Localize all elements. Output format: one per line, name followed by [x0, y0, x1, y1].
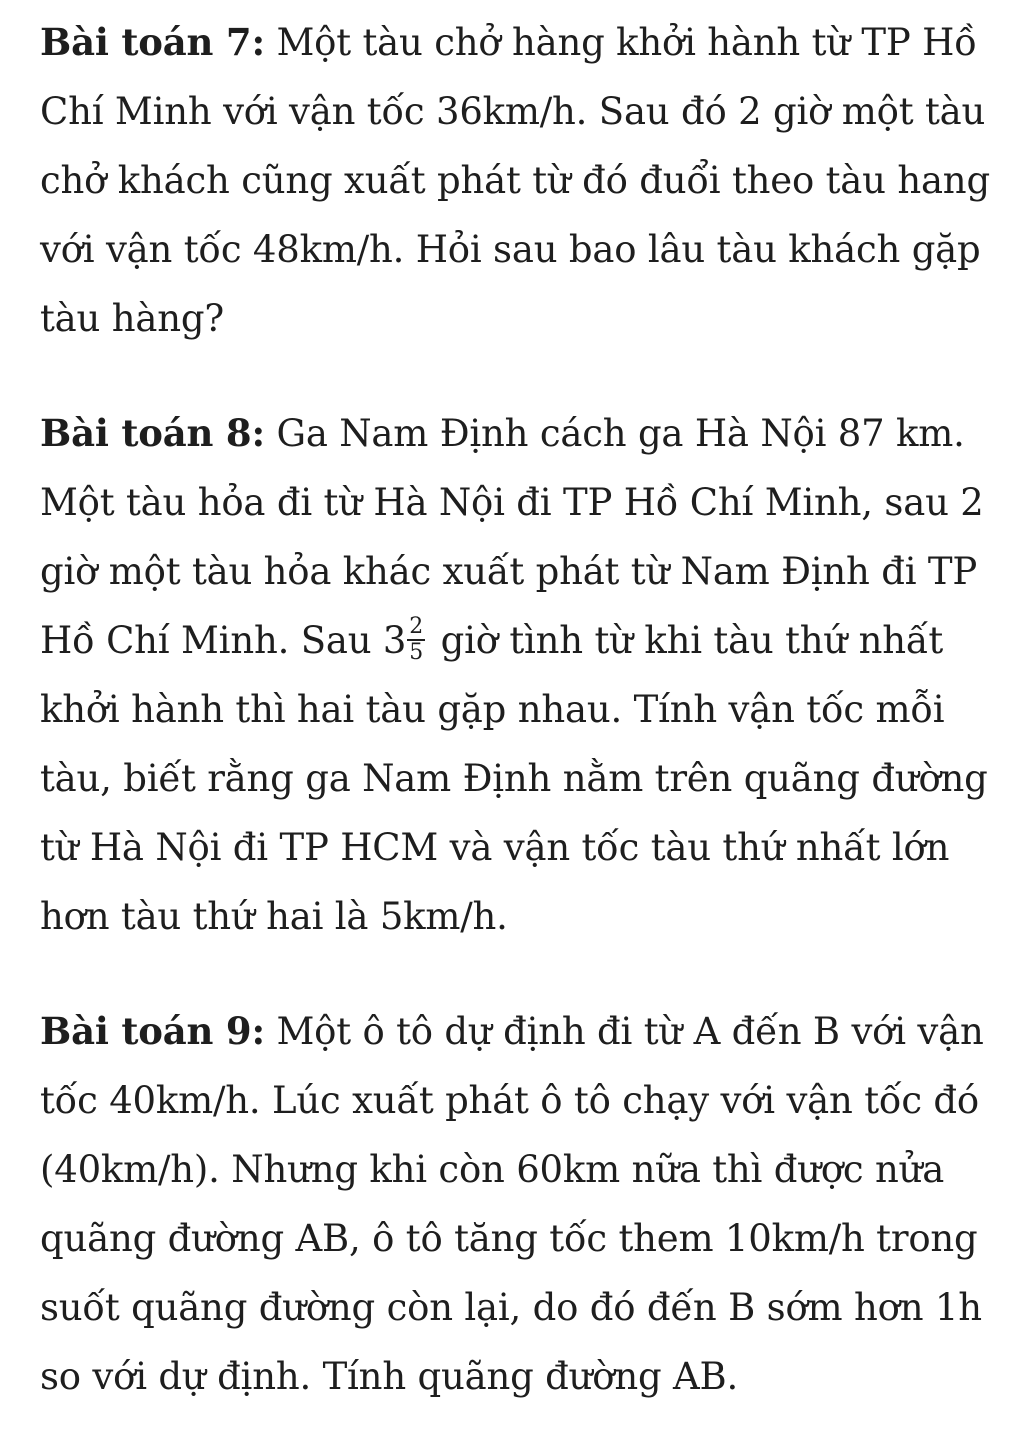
mixed-number-whole: 3 [382, 619, 407, 662]
problem-8-label: Bài toán 8: [40, 411, 265, 455]
problem-8-text-after: giờ tình từ khi tàu thứ nhất khởi hành thì hai tàu gặp nhau. Tính vận tốc mỗi tàu, biết rằng ga Nam Định nằm trên quãng đường từ Hà Nội đi TP HCM và vận tốc tàu thứ nhất lớn hơn tàu thứ hai là 5km/h. [40, 619, 988, 938]
fraction-denominator: 5 [409, 639, 424, 665]
problem-7-label: Bài toán 7: [40, 20, 265, 64]
problem-7 [40, 8, 1000, 353]
problem-9 [40, 997, 1000, 1411]
problem-7-text: Một tàu chở hàng khởi hành từ TP Hồ Chí Minh với vận tốc 36km/h. Sau đó 2 giờ một tàu chở khách cũng xuất phát từ đó đuổi theo tàu hang với vận tốc 48km/h. Hỏi sau bao lâu tàu khách gặp tàu hàng? [40, 21, 990, 340]
problem-8-text-before: Ga Nam Định cách ga Hà Nội 87 km. Một tàu hỏa đi từ Hà Nội đi TP Hồ Chí Minh, sau 2 giờ một tàu hỏa khác xuất phát từ Nam Định đi TP Hồ Chí Minh. Sau [40, 412, 984, 662]
problem-9-label: Bài toán 9: [40, 1009, 265, 1053]
fraction [407, 613, 425, 665]
fraction-numerator: 2 [409, 613, 424, 639]
problem-9-text: Một ô tô dự định đi từ A đến B với vận tốc 40km/h. Lúc xuất phát ô tô chạy với vận tốc đó (40km/h). Nhưng khi còn 60km nữa thì được nửa quãng đường AB, ô tô tăng tốc them 10km/h trong suốt quãng đường còn lại, do đó đến B sớm hơn 1h so với dự định. Tính quãng đường AB. [40, 1010, 984, 1398]
document-page [40, 8, 1000, 1411]
problem-8 [40, 399, 1000, 951]
